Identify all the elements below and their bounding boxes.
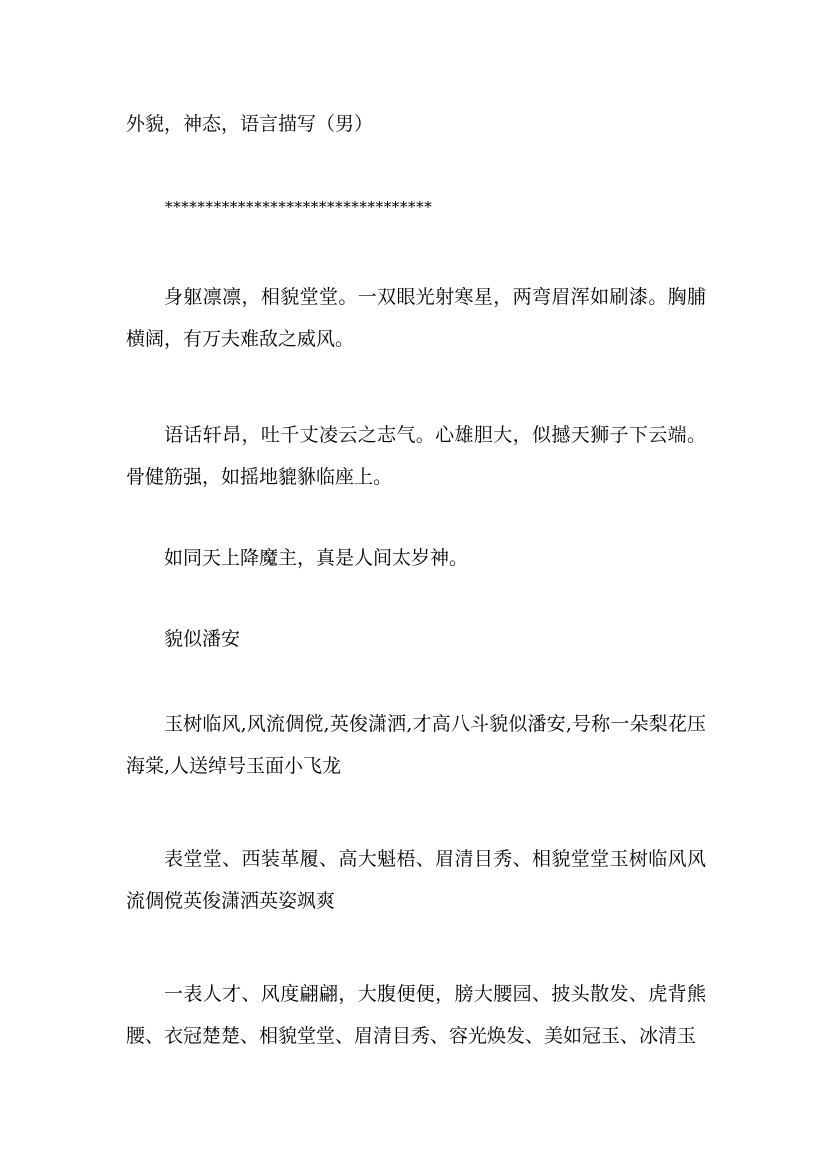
paragraph: 表堂堂、西装革履、高大魁梧、眉清目秀、相貌堂堂玉树临风风流倜傥英俊潇洒英姿飒爽 [126,848,706,912]
paragraph: 语话轩昂，吐千丈凌云之志气。心雄胆大，似撼天狮子下云端。骨健筋强，如摇地貔貅临座上。 [126,424,706,488]
paragraph: 玉树临风,风流倜傥,英俊潇洒,才高八斗貌似潘安,号称一朵梨花压海棠,人送绰号玉面小飞龙 [126,713,706,777]
section-heading: 貌似潘安 [164,628,241,650]
separator-line: ********************************* [165,198,433,216]
paragraph: 一表人才、风度翩翩，大腹便便，膀大腰园、披头散发、虎背熊腰、衣冠楚楚、相貌堂堂、眉清目秀、容光焕发、美如冠玉、冰清玉 [126,983,706,1047]
paragraph: 身躯凛凛，相貌堂堂。一双眼光射寒星，两弯眉浑如刷漆。胸脯横阔，有万夫难敌之威风。 [126,286,706,350]
document-title: 外貌，神态，语言描写（男） [126,113,374,135]
paragraph: 如同天上降魔主，真是人间太岁神。 [164,547,469,569]
